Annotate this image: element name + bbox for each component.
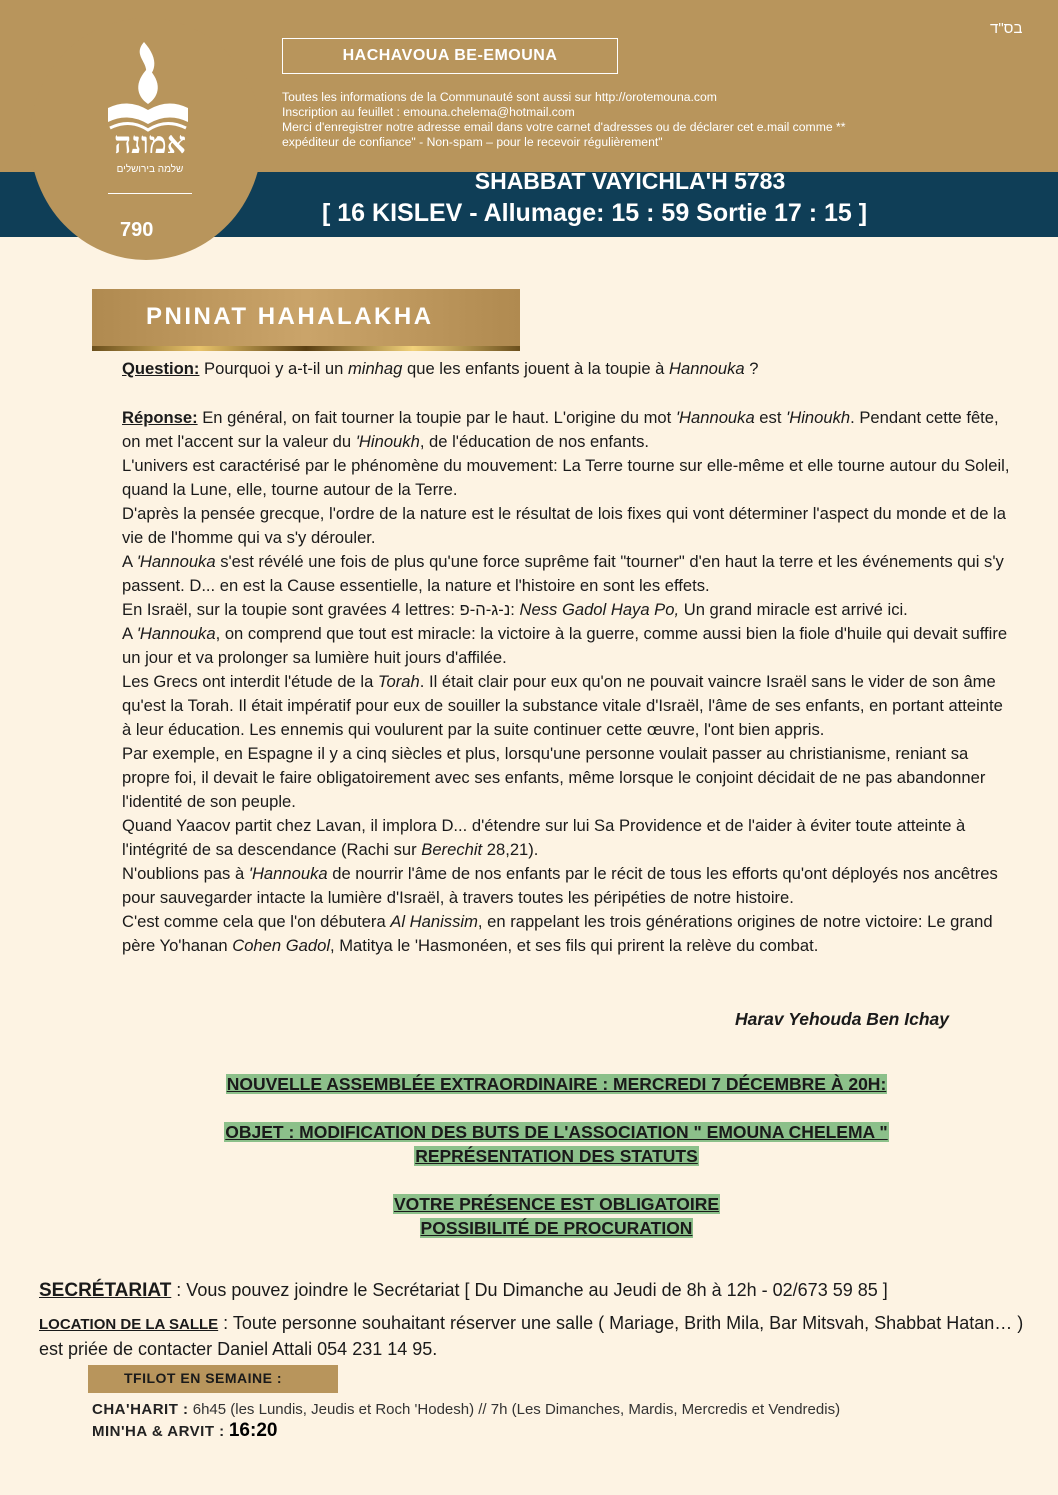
answer-paragraph: A 'Hannouka s'est révélé une fois de plus qu'une force suprême fait "tourner" d'en haut la terre et les événements qui s'y passent. D... en est la Cause essentielle, la nature et l'histoire en sont les effets.	[122, 552, 1004, 595]
answer-paragraph: Les Grecs ont interdit l'étude de la Torah. Il était clair pour eux qu'on ne pouvait vaincre Israël sans le vider de son âme qu'est la Torah. Il était impératif pour eux de souiller la substance vitale d'Israël, l'âme de ses enfants, en portant atteinte à leur éducation. Les ennemis qui voulurent par la suite continuer cette œuvre, l'ont bien appris.	[122, 672, 1003, 739]
secretariat-info: SECRÉTARIAT : Vous pouvez joindre le Secrétariat [ Du Dimanche au Jeudi de 8h à 12h - 02/673 59 85 ]	[39, 1280, 888, 1301]
answer-paragraph: En Israël, sur la toupie sont gravées 4 lettres: נ-ג-ה-פ: Ness Gadol Haya Po, Un grand miracle est arrivé ici.	[122, 600, 908, 619]
answer-paragraph: D'après la pensée grecque, l'ordre de la nature est le résultat de lois fixes qui vont déterminer l'aspect du monde et de la vie de l'homme qui va s'y dérouler.	[122, 504, 1006, 547]
notice-presence: VOTRE PRÉSENCE EST OBLIGATOIRE	[393, 1194, 720, 1214]
notice-statutes: REPRÉSENTATION DES STATUTS	[415, 1146, 698, 1166]
answer-paragraph: L'univers est caractérisé par le phénomène du mouvement: La Terre tourne sur elle-même et elle tourne autour du Soleil, quand la Lune, elle, tourne autour de la Terre.	[122, 456, 1010, 499]
minha-arvit-row: MIN'HA & ARVIT : 16:20	[92, 1420, 278, 1441]
header-info	[282, 90, 942, 150]
answer-paragraph: Par exemple, en Espagne il y a cinq siècles et plus, lorsqu'une personne voulait passer au christianisme, reniant sa propre foi, il devait le faire obligatoirement avec ses enfants, même lorsque le conjoint décidait de ne pas abandonner l'identité de son peuple.	[122, 744, 986, 811]
info-line: Toutes les informations de la Communauté sont aussi sur http://orotemouna.com	[282, 90, 717, 104]
question: Question: Pourquoi y a-t-il un minhag que les enfants jouent à la toupie à Hannouka ?	[122, 359, 759, 378]
answer-paragraph: A 'Hannouka, on comprend que tout est miracle: la victoire à la guerre, comme aussi bien la fiole d'huile qui devait suffire un jour et va prolonger sa lumière huit jours d'affilée.	[122, 624, 1008, 667]
logo-hebrew-subtitle: שלמה בירושלים	[116, 164, 184, 175]
answer-paragraph: C'est comme cela que l'on débutera Al Hanissim, en rappelant les trois générations origines de notre victoire: Le grand père Yo'hanan Cohen Gadol, Matitya le 'Hasmonéen, et ses fils qui prirent la relève du combat.	[122, 912, 993, 955]
answer-body	[122, 406, 1012, 958]
bsd-mark: בס"ד	[990, 20, 1023, 37]
section-title: PNINAT HAHALAKHA	[146, 303, 434, 330]
newsletter-title: HACHAVOUA BE-EMOUNA	[282, 38, 618, 74]
notice-proxy: POSSIBILITÉ DE PROCURATION	[420, 1218, 693, 1238]
answer-paragraph: Réponse: En général, on fait tourner la toupie par le haut. L'origine du mot 'Hannouka est 'Hinoukh. Pendant cette fête, on met l'accent sur la valeur du 'Hinoukh, de l'éducation de nos enfants.	[122, 408, 999, 451]
shabbat-title: SHABBAT VAYICHLA'H 5783	[474, 168, 786, 194]
notice-object: OBJET : MODIFICATION DES BUTS DE L'ASSOCIATION " EMOUNA CHELEMA "	[225, 1122, 888, 1142]
answer-paragraph: Quand Yaacov partit chez Lavan, il implora D... d'étendre sur lui Sa Providence et de l'aider à éviter toute atteinte à l'intégrité de sa descendance (Rachi sur Berechit 28,21).	[122, 816, 966, 859]
author-signature: Harav Yehouda Ben Ichay	[735, 1009, 949, 1029]
info-line: Merci d'enregistrer notre adresse email dans votre carnet d'adresses ou de déclarer cet e.mail comme **	[282, 120, 846, 134]
shabbat-times: [ 16 KISLEV - Allumage: 15 : 59 Sortie 17 : 15 ]	[322, 199, 868, 227]
info-line: Inscription au feuillet : emouna.chelema@hotmail.com	[282, 105, 575, 119]
notice-assembly: NOUVELLE ASSEMBLÉE EXTRAORDINAIRE : MERCREDI 7 DÉCEMBRE À 20H:	[226, 1074, 887, 1094]
tfilot-title: TFILOT EN SEMAINE :	[124, 1370, 283, 1386]
logo-divider	[108, 193, 192, 194]
logo-hebrew-title: אמונה	[114, 126, 186, 161]
answer-paragraph: N'oublions pas à 'Hannouka de nourrir l'âme de nos enfants par le récit de tous les efforts qu'ont déployés nos ancêtres pour sauvegarder intacte la lumière d'Israël, à travers toutes les péripéties de notre histoire.	[122, 864, 998, 907]
location-info: LOCATION DE LA SALLE : Toute personne souhaitant réserver une salle ( Mariage, Brith Mila, Bar Mitsvah, Shabbat Hatan… ) est priée de contacter Daniel Attali 054 231 14 95.	[39, 1313, 1024, 1359]
issue-number: 790	[120, 219, 154, 241]
shacharit-row: CHA'HARIT : 6h45 (les Lundis, Jeudis et Roch 'Hodesh) // 7h (Les Dimanches, Mardis, Mercredis et Vendredis)	[92, 1401, 841, 1418]
banner-gold-stripe	[92, 346, 520, 351]
info-line: expéditeur de confiance" - Non-spam – pour le recevoir régulièrement"	[282, 135, 663, 149]
minha-time: 16:20	[228, 1420, 278, 1441]
